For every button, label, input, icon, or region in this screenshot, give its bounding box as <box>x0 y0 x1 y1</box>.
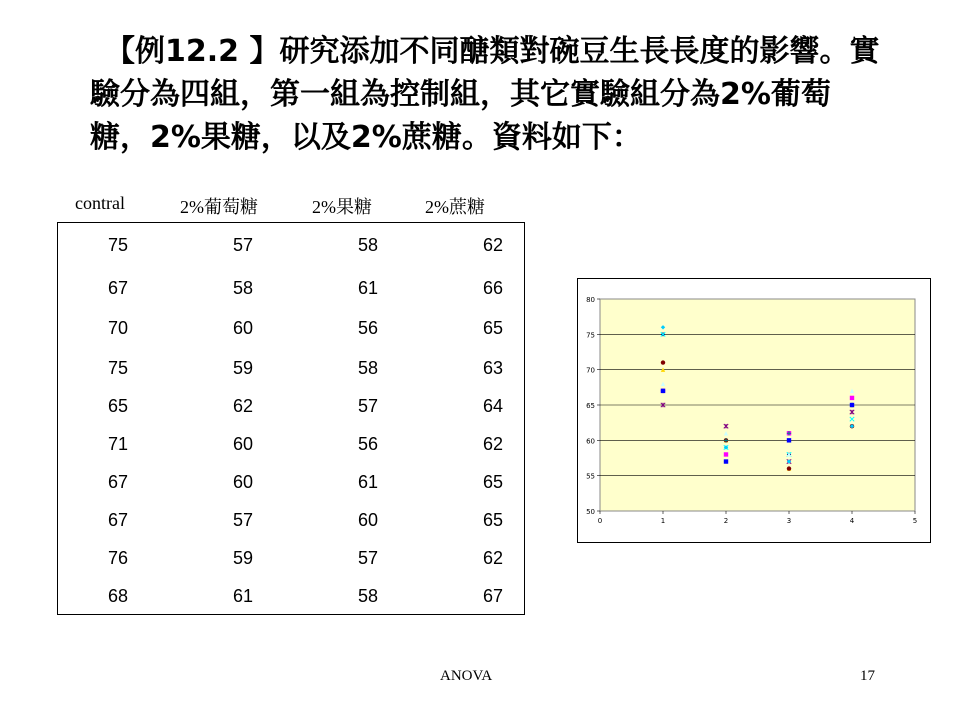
table-cell: 60 <box>232 434 254 454</box>
table-cell: 59 <box>232 548 254 568</box>
table-cell: 64 <box>482 396 504 416</box>
table-cell: 63 <box>482 358 504 378</box>
table-cell: 65 <box>482 510 504 530</box>
table-cell: 60 <box>232 472 254 492</box>
data-point <box>787 466 791 470</box>
table-cell: 58 <box>357 235 379 255</box>
column-header-sucrose: 2%蔗糖 <box>425 197 485 217</box>
column-header-glucose: 2%葡萄糖 <box>180 197 258 217</box>
table-cell: 57 <box>357 548 379 568</box>
y-tick-label: 50 <box>586 508 595 516</box>
table-cell: 68 <box>107 586 129 606</box>
table-row <box>58 273 524 303</box>
table-cell: 58 <box>357 586 379 606</box>
y-tick-label: 75 <box>586 331 595 340</box>
page-number: 17 <box>860 668 875 684</box>
table-cell: 59 <box>232 358 254 378</box>
scatter-chart-frame <box>577 278 931 543</box>
table-cell: 66 <box>482 278 504 298</box>
column-header-fructose: 2%果糖 <box>312 197 372 217</box>
table-cell: 75 <box>107 235 129 255</box>
data-point <box>850 396 854 400</box>
table-cell: 70 <box>107 318 129 338</box>
x-tick-label: 3 <box>786 517 792 525</box>
table-row <box>58 230 524 260</box>
table-row <box>58 313 524 343</box>
x-tick-label: 2 <box>723 517 729 525</box>
table-cell: 61 <box>357 472 379 492</box>
data-point <box>724 459 728 463</box>
data-point <box>661 389 665 393</box>
table-cell: 65 <box>107 396 129 416</box>
table-cell: 67 <box>107 472 129 492</box>
table-cell: 75 <box>107 358 129 378</box>
x-tick-label: 1 <box>660 517 666 525</box>
table-cell: 60 <box>357 510 379 530</box>
slide-title <box>90 30 930 159</box>
table-cell: 76 <box>107 548 129 568</box>
table-cell: 61 <box>357 278 379 298</box>
data-point <box>787 438 791 442</box>
data-point <box>661 360 665 364</box>
data-point <box>724 452 728 456</box>
table-cell: 67 <box>482 586 504 606</box>
y-tick-label: 55 <box>586 472 595 481</box>
footer-topic: ANOVA <box>440 668 493 684</box>
y-tick-label: 70 <box>586 366 595 375</box>
table-row <box>58 505 524 535</box>
table-row <box>58 543 524 573</box>
y-tick-label: 65 <box>586 402 595 410</box>
table-cell: 56 <box>357 434 379 454</box>
table-cell: 71 <box>107 434 129 454</box>
table-cell: 65 <box>482 318 504 338</box>
table-cell: 57 <box>232 510 254 530</box>
table-cell: 62 <box>482 548 504 568</box>
table-cell: 60 <box>232 318 254 338</box>
x-tick-label: 5 <box>912 517 918 525</box>
table-row <box>58 429 524 459</box>
table-cell: 67 <box>107 278 129 298</box>
table-cell: 57 <box>232 235 254 255</box>
table-cell: 65 <box>482 472 504 492</box>
column-header-control: contral <box>75 193 125 213</box>
table-cell: 62 <box>232 396 254 416</box>
table-row <box>58 391 524 421</box>
table-cell: 58 <box>232 278 254 298</box>
scatter-chart <box>578 279 930 542</box>
table-cell: 57 <box>357 396 379 416</box>
data-point <box>850 403 854 407</box>
y-tick-label: 80 <box>586 296 595 304</box>
table-cell: 62 <box>482 434 504 454</box>
data-table <box>57 222 525 615</box>
table-cell: 61 <box>232 586 254 606</box>
table-row <box>58 581 524 611</box>
x-tick-label: 4 <box>849 517 855 525</box>
table-cell: 58 <box>357 358 379 378</box>
table-cell: 62 <box>482 235 504 255</box>
title-line-3: 糖，2%果糖，以及2%蔗糖。資料如下： <box>90 120 642 155</box>
y-tick-label: 60 <box>586 437 595 446</box>
title-line-1: 【例12.2 】研究添加不同醣類對碗豆生長長度的影響。實 <box>105 34 880 69</box>
title-line-2: 驗分為四組，第一組為控制組，其它實驗組分為2%葡萄 <box>90 77 831 112</box>
x-tick-label: 0 <box>597 517 603 525</box>
table-row <box>58 467 524 497</box>
table-cell: 56 <box>357 318 379 338</box>
table-row <box>58 353 524 383</box>
table-cell: 67 <box>107 510 129 530</box>
